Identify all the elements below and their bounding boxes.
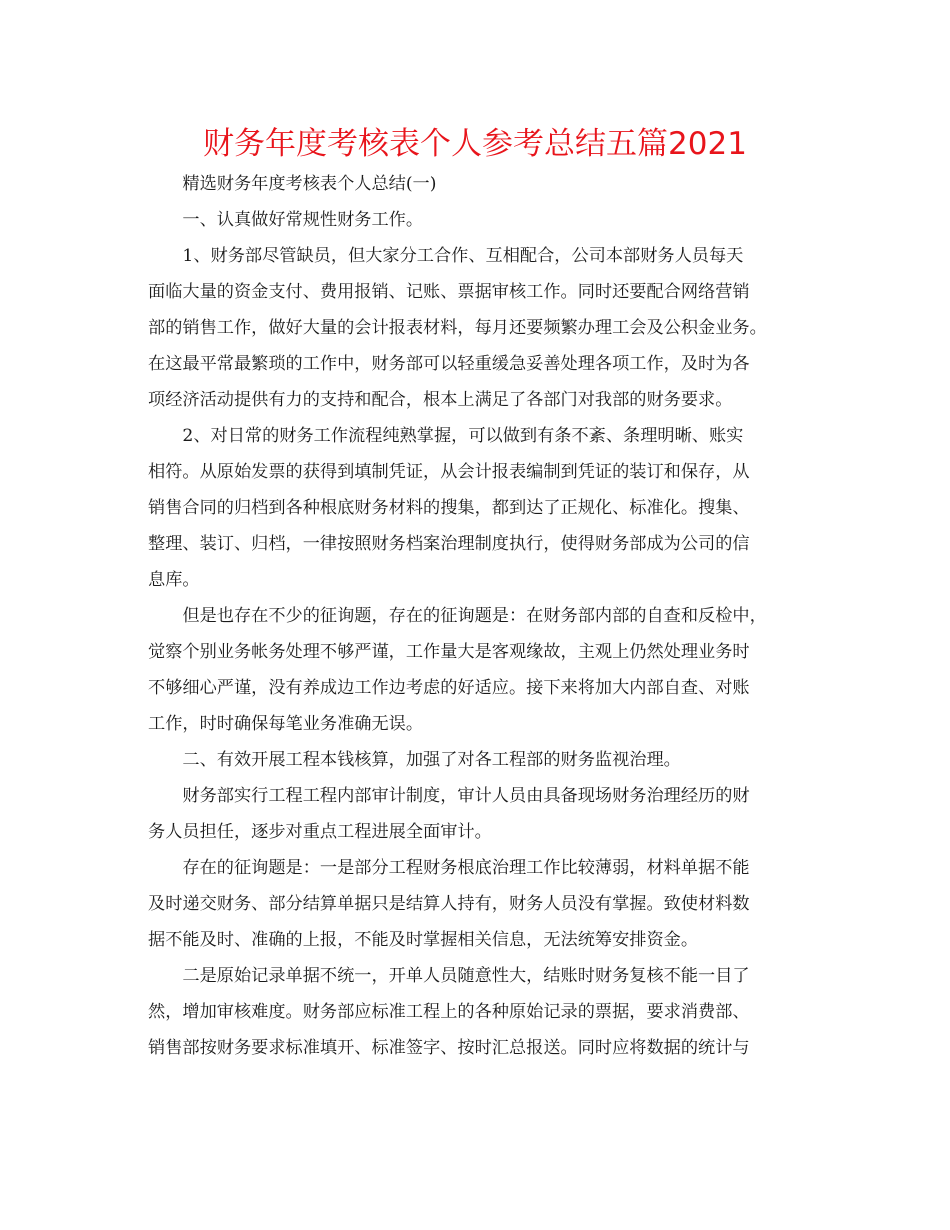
text-line: 据不能及时、准确的上报，不能及时掌握相关信息，无法统筹安排资金。 xyxy=(148,930,699,950)
text-line: 存在的征询题是：一是部分工程财务根底治理工作比较薄弱，材料单据不能 xyxy=(182,858,750,878)
text-line: 面临大量的资金支付、费用报销、记账、票据审核工作。同时还要配合网络营销 xyxy=(148,282,750,302)
text-line: 精选财务年度考核表个人总结(一) xyxy=(182,174,437,194)
text-line: 但是也存在不少的征询题，存在的征询题是：在财务部内部的自查和反检中， xyxy=(182,606,767,626)
text-line: 整理、装订、归档，一律按照财务档案治理制度执行，使得财务部成为公司的信 xyxy=(148,534,750,554)
text-line: 1、财务部尽管缺员，但大家分工合作、互相配合，公司本部财务人员每天 xyxy=(182,246,744,266)
text-line: 二是原始记录单据不统一，开单人员随意性大，结账时财务复核不能一目了 xyxy=(182,966,750,986)
text-line: 务人员担任，逐步对重点工程进展全面审计。 xyxy=(148,822,492,842)
text-line: 然，增加审核难度。财务部应标准工程上的各种原始记录的票据，要求消费部、 xyxy=(148,1002,750,1022)
text-line: 在这最平常最繁琐的工作中，财务部可以轻重缓急妥善处理各项工作，及时为各 xyxy=(148,354,750,374)
text-line: 销售部按财务要求标准填开、标准签字、按时汇总报送。同时应将数据的统计与 xyxy=(148,1038,750,1058)
text-line: 相符。从原始发票的获得到填制凭证，从会计报表编制到凭证的装订和保存，从 xyxy=(148,462,750,482)
text-line: 工作，时时确保每笔业务准确无误。 xyxy=(148,714,424,734)
text-line: 财务部实行工程工程内部审计制度，审计人员由具备现场财务治理经历的财 xyxy=(182,786,750,806)
text-line: 及时递交财务、部分结算单据只是结算人持有，财务人员没有掌握。致使材料数 xyxy=(148,894,750,914)
text-line: 二、有效开展工程本钱核算，加强了对各工程部的财务监视治理。 xyxy=(182,750,681,770)
text-line: 2、对日常的财务工作流程纯熟掌握，可以做到有条不紊、条理明晰、账实 xyxy=(182,426,744,446)
text-line: 部的销售工作，做好大量的会计报表材料，每月还要频繁办理工会及公积金业务。 xyxy=(148,318,767,338)
text-line: 不够细心严谨，没有养成边工作边考虑的好适应。接下来将加大内部自查、对账 xyxy=(148,678,750,698)
document-title: 财务年度考核表个人参考总结五篇2021 xyxy=(203,126,747,162)
text-line: 销售合同的归档到各种根底财务材料的搜集，都到达了正规化、标准化。搜集、 xyxy=(148,498,750,518)
text-line: 息库。 xyxy=(148,570,200,590)
text-line: 项经济活动提供有力的支持和配合，根本上满足了各部门对我部的财务要求。 xyxy=(148,390,733,410)
text-line: 觉察个别业务帐务处理不够严谨，工作量大是客观缘故，主观上仍然处理业务时 xyxy=(148,642,750,662)
text-line: 一、认真做好常规性财务工作。 xyxy=(182,210,424,230)
document-body xyxy=(148,166,808,1066)
